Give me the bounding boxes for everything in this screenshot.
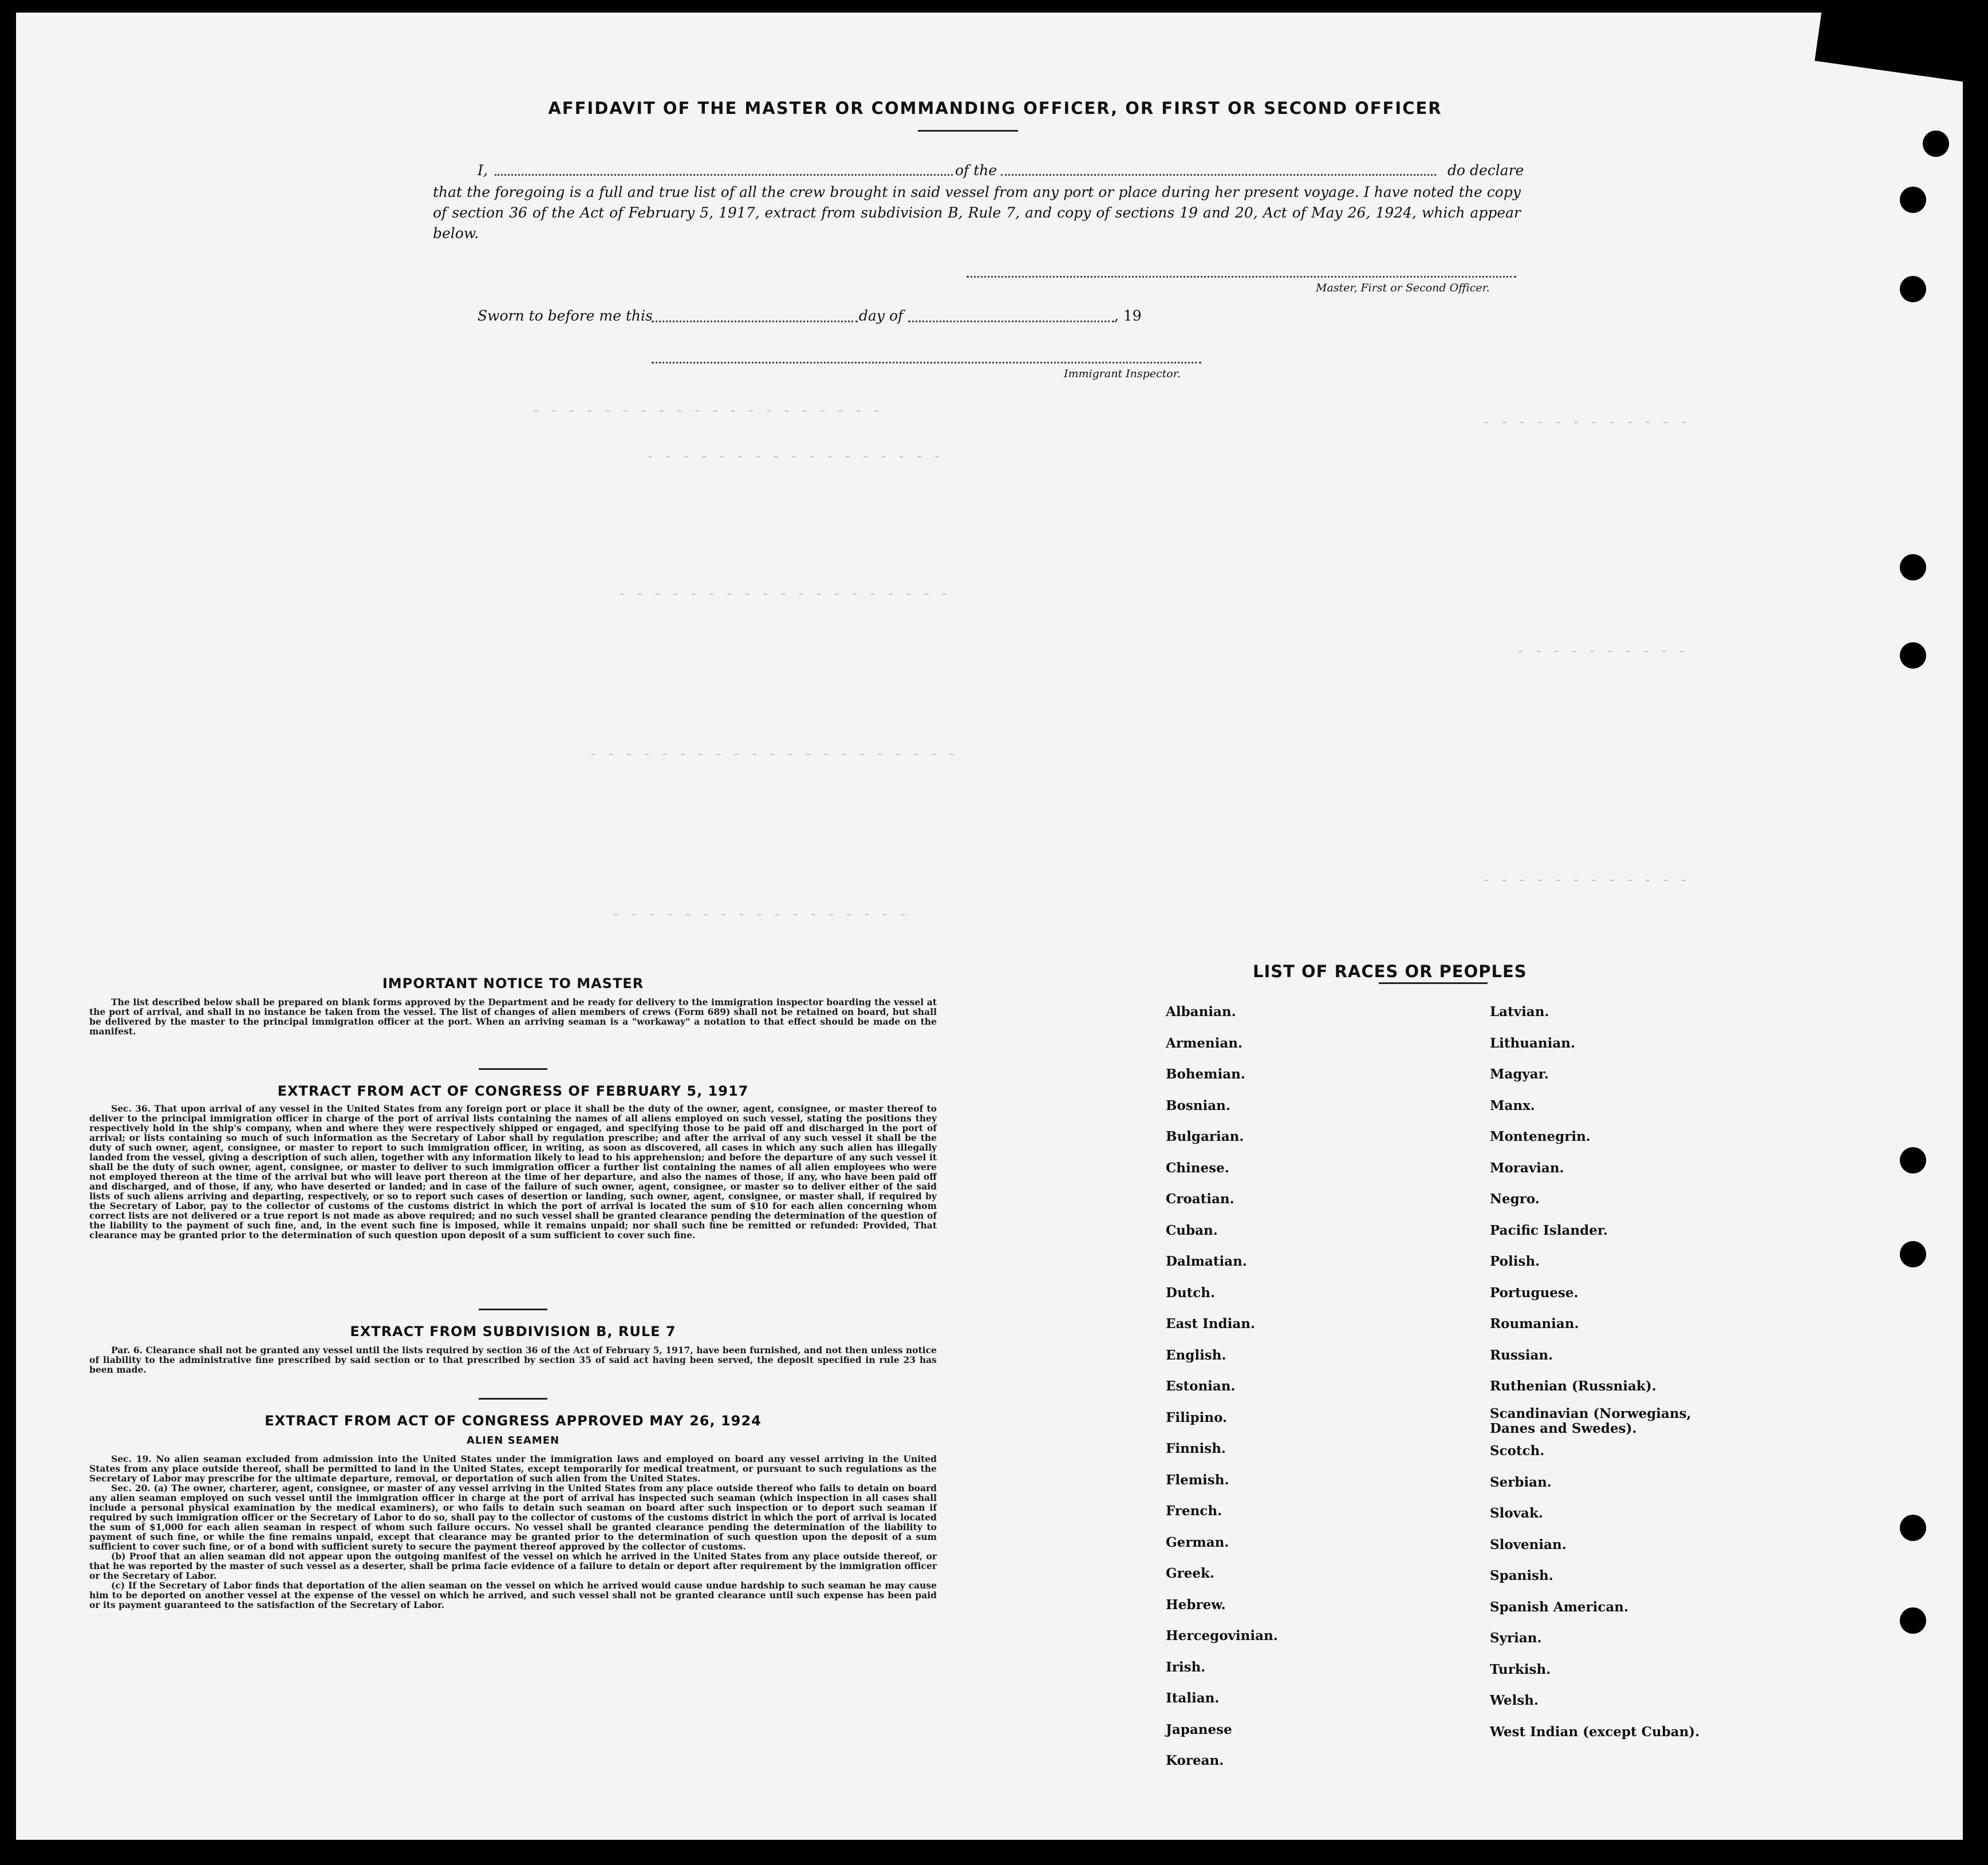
race-item: Croatian. [1166, 1191, 1234, 1207]
sec20c-text: (c) If the Secretary of Labor finds that deportation of the alien seaman on the vessel on which he arrived would cause undue hardship to such seaman he may cause him to be deported on another vessel at the expense of the vessel on which he arrived, and such vessel shall not be granted clearance until such expense has been paid or its payment guaranteed to the satisfaction of the Secretary of Labor. [89, 1580, 937, 1610]
rule7-text: Par. 6. Clearance shall not be granted any vessel until the lists required by section 36 of the Act of February 5, 1917, have been furnished, and not then unless notice of liability to the administrative fine prescribed by said section or to that prescribed by section 35 of said act having been served, the deposit specified in rule 23 has been made. [89, 1345, 937, 1375]
races-title: LIST OF RACES OR PEOPLES [1253, 962, 1527, 981]
race-item: Slovak. [1490, 1506, 1543, 1521]
race-item: Portuguese. [1490, 1285, 1579, 1301]
race-item: Magyar. [1490, 1066, 1549, 1082]
race-item: Serbian. [1490, 1474, 1552, 1490]
inspector-caption: Immigrant Inspector. [1064, 368, 1181, 380]
race-item: Finnish. [1166, 1441, 1226, 1456]
sworn-month-field[interactable] [908, 321, 1114, 322]
extract-1924-title: EXTRACT FROM ACT OF CONGRESS APPROVED MAY 26, 1924 [265, 1413, 762, 1429]
binder-hole [1900, 187, 1926, 213]
sworn-year: , 19 [1114, 307, 1142, 324]
title-divider [918, 130, 1018, 132]
affidavit-body: that the foregoing is a full and true list of all the crew brought in said vessel from any port or place during her present voyage. I have noted the copy of section 36 of the Act of February 5, 1917, extract from subdivision B, Rule 7, and copy of sections 19 and 20, Act of May 26, 1924, which appear below. [433, 184, 1521, 242]
race-item: Albanian. [1166, 1004, 1236, 1020]
affiant-of-the: of the [955, 162, 997, 179]
affiant-declare: do declare [1447, 162, 1524, 179]
affiant-name-field[interactable] [495, 174, 953, 176]
race-item: Scotch. [1490, 1443, 1545, 1459]
affiant-prefix: I, [478, 162, 488, 179]
notice-title: IMPORTANT NOTICE TO MASTER [382, 975, 644, 991]
sworn-day-of: day of [859, 307, 904, 324]
race-item: Russian. [1490, 1347, 1553, 1363]
race-item: Slovenian. [1490, 1536, 1567, 1552]
race-item: English. [1166, 1347, 1226, 1363]
race-item: Bulgarian. [1166, 1129, 1244, 1144]
race-item: East Indian. [1166, 1316, 1255, 1331]
race-item: German. [1166, 1534, 1229, 1550]
master-signature-field[interactable] [967, 276, 1516, 278]
race-item: Bohemian. [1166, 1066, 1245, 1082]
race-item: West Indian (except Cuban). [1490, 1724, 1700, 1740]
race-item: Estonian. [1166, 1378, 1236, 1394]
extract-1917-title: EXTRACT FROM ACT OF CONGRESS OF FEBRUARY 5, 1917 [277, 1083, 749, 1099]
sec20a-text: Sec. 20. (a) The owner, charterer, agent, consignee, or master of any vessel arriving in the United States from any place outside thereof who fails to detain on board any alien seaman employed on such vessel until the immigration officer in charge at the port of arrival has inspected such seaman (which inspection in all cases shall include a personal physical examination by the medical examiners), or who fails to detain such seaman on board after such inspection or to deport such seaman if required by such immigration officer or the Secretary of Labor to do so, shall pay to the collector of customs of the customs district in which the port of arrival is located the sum of $1,000 for each alien seaman in respect of whom such failure occurs. No vessel shall be granted clearance pending the determination of the liability to payment of such fine, or while the fine remains unpaid, except that clearance may be granted prior to the determination of such question upon the deposit of a sum sufficient to cover such fine, or of a bond with sufficient surety to secure the payment thereof approved by the collector of customs. [89, 1483, 937, 1552]
race-item: Hebrew. [1166, 1597, 1226, 1613]
affidavit-title: AFFIDAVIT OF THE MASTER OR COMMANDING OFFICER, OR FIRST OR SECOND OFFICER [548, 98, 1442, 118]
race-item: Chinese. [1166, 1160, 1229, 1176]
race-item: Spanish. [1490, 1568, 1553, 1583]
race-item: Hercegovinian. [1166, 1628, 1278, 1643]
notice-text: The list described below shall be prepared on blank forms approved by the Department and be ready for delivery to the immigration inspector boarding the vessel at the port of arrival, and shall in no instance be taken from the vessel. The list of changes of alien members of crews (Form 689) shall not be retained on board, but shall be delivered by the master to the principal immigration officer at the port. When an arriving seaman is a "workaway" a notation to that effect should be made on the manifest. [89, 997, 937, 1037]
race-item: Syrian. [1490, 1630, 1542, 1646]
race-item: Montenegrin. [1490, 1129, 1591, 1144]
sworn-prefix: Sworn to before me this [478, 307, 653, 324]
race-item: Dalmatian. [1166, 1254, 1247, 1269]
binder-hole [1900, 642, 1926, 669]
binder-hole [1900, 554, 1926, 580]
race-item: Bosnian. [1166, 1097, 1230, 1113]
vessel-name-field[interactable] [1001, 174, 1436, 176]
sworn-day-field[interactable] [652, 321, 858, 322]
race-item: Turkish. [1490, 1661, 1551, 1677]
notice-divider [479, 1068, 547, 1070]
race-item: Manx. [1490, 1097, 1535, 1113]
race-item: Scandinavian (Norwegians, Danes and Swedes). [1490, 1405, 1691, 1436]
race-item: Cuban. [1166, 1222, 1218, 1238]
extract-1924-text [89, 1454, 937, 1610]
binder-hole [1900, 1515, 1926, 1541]
extract-1917-text: Sec. 36. That upon arrival of any vessel in the United States from any foreign port or place it shall be the duty of the owner, agent, consignee, or master thereof to deliver to the principal immigration officer in charge of the port of arrival lists containing the names of all aliens employed on such vessel, stating the positions they respectively hold in the ship's company, when and where they were respectively shipped or engaged, and specifying those to be paid off and discharged in the port of arrival; or lists containing so much of such information as the Secretary of Labor shall by regulation prescribe; and after the arrival of any such vessel it shall be the duty of such owner, agent, consignee, or master to report to such immigration officer, in writing, as soon as discovered, all cases in which any such alien has illegally landed from the vessel, giving a description of such alien, together with any information likely to lead to his apprehension; and before the departure of any such vessel it shall be the duty of such owner, agent, consignee, or master to deliver to such immigration officer a further list containing the names of all alien employees who were not employed thereon at the time of the arrival but who will leave port thereon at the time of her departure, and also the names of those, if any, who have been paid off and discharged, and of those, if any, who have deserted or landed; and in case of the failure of such owner, agent, consignee, or master so to deliver either of the said lists of such aliens arriving and departing, respectively, or so to report such cases of desertion or landing, such owner, agent, consignee, or master shall, if required by the Secretary of Labor, pay to the collector of customs of the customs district in which the port of arrival is located the sum of $10 for each alien concerning whom correct lists are not delivered or a true report is not made as above required; and no such vessel shall be granted clearance pending the determination of the question of the liability to the payment of such fine, and, in the event such fine is imposed, while it remains unpaid; nor shall such fine be remitted or refunded: Provided, That clearance may be granted prior to the determination of such question upon deposit of a sum sufficient to cover such fine. [89, 1103, 937, 1240]
binder-hole [1900, 1147, 1926, 1173]
binder-hole [1900, 276, 1926, 302]
race-item: Irish. [1166, 1659, 1206, 1675]
binder-hole [1900, 1241, 1926, 1267]
rule7-title: EXTRACT FROM SUBDIVISION B, RULE 7 [350, 1323, 676, 1340]
race-item: Lithuanian. [1490, 1035, 1575, 1051]
race-item: Flemish. [1166, 1472, 1229, 1488]
master-signature-caption: Master, First or Second Officer. [1316, 282, 1490, 294]
race-item: Korean. [1166, 1753, 1224, 1768]
binder-hole [1923, 131, 1949, 157]
race-item: Negro. [1490, 1191, 1540, 1207]
race-item: Dutch. [1166, 1285, 1216, 1301]
race-item: Japanese [1166, 1721, 1232, 1737]
rule7-divider [479, 1398, 547, 1400]
race-item: Filipino. [1166, 1409, 1228, 1425]
race-item: Latvian. [1490, 1004, 1549, 1020]
race-item: French. [1166, 1503, 1222, 1519]
race-item: Ruthenian (Russniak). [1490, 1378, 1656, 1394]
extract-1917-divider [479, 1309, 547, 1310]
sec19-text: Sec. 19. No alien seaman excluded from admission into the United States under the immigration laws and employed on board any vessel arriving in the United States from any place outside thereof, shall be permitted to land in the United States, except temporarily for medical treatment, or pursuant to such regulations as the Secretary of Labor may prescribe for the ultimate departure, removal, or deportation of such alien from the United States. [89, 1453, 937, 1484]
races-divider [1379, 982, 1488, 984]
extract-1924-subtitle: ALIEN SEAMEN [466, 1435, 560, 1447]
torn-corner [1815, 13, 1963, 89]
sec20b-text: (b) Proof that an alien seaman did not appear upon the outgoing manifest of the vessel on which he arrived in the United States from any place outside thereof, or that he was reported by the master of such vessel as a deserter, shall be prima facie evidence of a failure to detain or deport after requirement by the immigration officer or the Secretary of Labor. [89, 1551, 937, 1581]
race-item: Greek. [1166, 1566, 1214, 1581]
race-item: Welsh. [1490, 1693, 1539, 1708]
race-item: Roumanian. [1490, 1316, 1579, 1331]
binder-hole [1900, 1607, 1926, 1634]
race-item: Italian. [1166, 1690, 1220, 1706]
inspector-signature-field[interactable] [652, 362, 1201, 363]
race-item: Polish. [1490, 1254, 1540, 1269]
race-item: Spanish American. [1490, 1599, 1629, 1615]
race-item: Pacific Islander. [1490, 1222, 1608, 1238]
race-item: Armenian. [1166, 1035, 1243, 1051]
race-item: Moravian. [1490, 1160, 1564, 1176]
document-page: - - - - - - - - - - - - - - - - - - - - - - - - - - - - - - - - - - - - - - - - - - - - - - - - - - - - - - - - - - - - - - - - - - - - - - - - - - - - - - - - - - - - - - - - - - - - - - - - - - - - - - - - - - - - - - - - - - - - - - - - - - - - - - - - AFFIDAVIT OF THE MASTER OR COMMANDING OFFICER, OR FIRST OR SECOND OFFICER I, of the do declare that the foregoing is a full and true list of all the crew brought in said vessel from any port or place during her present voyage. I have noted the copy of section 36 of the Act of February 5, 1917, extract from subdivision B, Rule 7, and copy of sections 19 and 20, Act of May 26, 1924, which appear below. Master, First or Second Officer. Sworn to before me this day of , 19 Immigrant Inspector. IMPORTANT NOTICE TO MASTER The list described below shall be prepared on blank forms approved by the Department and be ready for delivery to the immigration inspector boarding the vessel at the port of arrival, and shall in no instance be taken from the vessel. The list of changes of alien members of crews (Form 689) shall not be retained on board, but shall be delivered by the master to the principal immigration officer at the port. When an arriving seaman is a "workaway" a notation to that effect should be made on the manifest. EXTRACT FROM ACT OF CONGRESS OF FEBRUARY 5, 1917 Sec. 36. That upon arrival of any vessel in the United States from any foreign port or place it shall be the duty of the owner, agent, consignee, or master thereof to deliver to the principal immigration officer in charge of the port of arrival lists containing the names of all aliens employed on such vessel, stating the positions they respectively hold in the ship's company, when and where they were respectively shipped or engaged, and specifying those to be paid off and discharged in the port of arrival; or lists containing so much of such information as the Secretary of Labor shall by regulation prescribe; and after the arrival of any such vessel it shall be the duty of such owner, agent, consignee, or master to report to such immigration officer, in writing, as soon as discovered, all cases in which any such alien has illegally landed from the vessel, giving a description of such alien, together with any information likely to lead to his apprehension; and before the departure of any such vessel it shall be the duty of such owner, agent, consignee, or master to deliver to such immigration officer a further list containing the names of all alien employees who were not employed thereon at the time of the arrival but who will leave port thereon at the time of her departure, and also the names of those, if any, who have been paid off and discharged, and of those, if any, who have deserted or landed; and in case of the failure of such owner, agent, consignee, or master so to deliver either of the said lists of such aliens arriving and departing, respectively, or so to report such cases of desertion or landing, such owner, agent, consignee, or master shall, if required by the Secretary of Labor, pay to the collector of customs of the customs district in which the port of arrival is located the sum of $10 for each alien concerning whom correct lists are not delivered or a true report is not made as above required; and no such vessel shall be granted clearance pending the determination of the question of the liability to the payment of such fine, and, in the event such fine is imposed, while it remains unpaid; nor shall such fine be remitted or refunded: Provided, That clearance may be granted prior to the determination of such question upon deposit of a sum sufficient to cover such fine. EXTRACT FROM SUBDIVISION B, RULE 7 Par. 6. Clearance shall not be granted any vessel until the lists required by section 36 of the Act of February 5, 1917, have been furnished, and not then unless notice of liability to the administrative fine prescribed by said section or to that prescribed by section 35 of said act having been served, the deposit specified in rule 23 has been made. EXTRACT FROM ACT OF CONGRESS APPROVED MAY 26, 1924 ALIEN SEAMEN Sec. 19. No alien seaman excluded from admission into the United States under the immigration laws and employed on board any vessel arriving in the United States from any place outside thereof, shall be permitted to land in the United States, except temporarily for medical treatment, or pursuant to such regulations as the Secretary of Labor may prescribe for the ultimate departure, removal, or deportation of such alien from the United States. Sec. 20. (a) The owner, charterer, agent, consignee, or master of any vessel arriving in the United States from any place outside thereof who fails to detain on board any alien seaman employed on such vessel until the immigration officer in charge at the port of arrival has inspected such seaman (which inspection in all cases shall include a personal physical examination by the medical examiners), or who fails to detain such seaman on board after such inspection or to deport such seaman if required by such immigration officer or the Secretary of Labor to do so, shall pay to the collector of customs of the customs district in which the port of arrival is located the sum of $1,000 for each alien seaman in respect of whom such failure occurs. No vessel shall be granted clearance pending the determination of the liability to payment of such fine, or while the fine remains unpaid, except that clearance may be granted prior to the determination of such question upon the deposit of a sum sufficient to cover such fine, or of a bond with sufficient surety to secure the payment thereof approved by the collector of customs. (b) Proof that an alien seaman did not appear upon the outgoing manifest of the vessel on which he arrived in the United States from any place outside thereof, or that he was reported by the master of such vessel as a deserter, shall be prima facie evidence of a failure to detain or deport after requirement by the immigration officer or the Secretary of Labor. (c) If the Secretary of Labor finds that deportation of the alien seaman on the vessel on which he arrived would cause undue hardship to such seaman he may cause him to be deported on another vessel at the expense of the vessel on which he arrived, and such vessel shall not be granted clearance until such expense has been paid or its payment guaranteed to the satisfaction of the Secretary of Labor. LIST OF RACES OR PEOPLES Albanian. Armenian. Bohemian. Bosnian. Bulgarian. Chinese. Croatian. Cuban. Dalmatian. Dutch. East Indian. English. Estonian. Filipino. Finnish. Flemish. French. German. Greek. Hebrew. Hercegovinian. Irish. Italian. Japanese Korean. Latvian. Lithuanian. Magyar. Manx. Montenegrin. Moravian. Negro. Pacific Islander. Polish. Portuguese. Roumanian. Russian. Ruthenian (Russniak). Scandinavian (Norwegians, Danes and Swedes). Scotch. Serbian. Slovak. Slovenian. Spanish. Spanish American. Syrian. Turkish. Welsh. West Indian (except Cuban). [16, 13, 1963, 1840]
